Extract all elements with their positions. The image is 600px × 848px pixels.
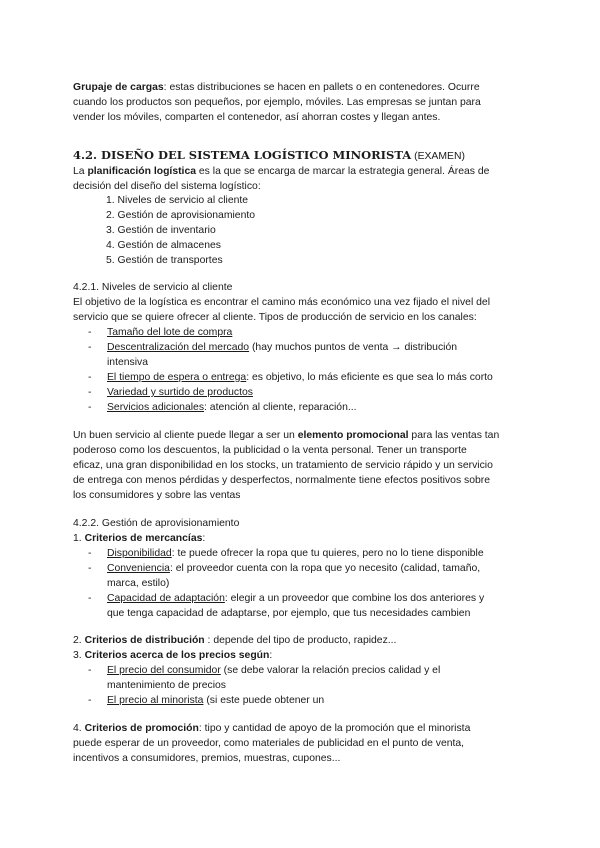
list-item: - Disponibilidad: te puede ofrecer la ropa que tu quieres, pero no lo tiene disponible — [88, 548, 484, 559]
planificacion-term: planificación logística — [87, 166, 197, 177]
list-item: 2. Gestión de aprovisionamiento — [106, 210, 256, 221]
list-item: - Servicios adicionales: atención al cliente, reparación... — [88, 402, 357, 413]
criterio-mercancias: 1. Criterios de mercancías: — [73, 533, 206, 544]
promocional-paragraph: Un buen servicio al cliente puede llegar a ser un elemento promocional para las ventas tan poderoso como los descuentos, la publicidad o la venta personal. Tener un transporte eficaz, una gran disponibilidad en los stocks, un tratamiento de servicio rápido y un servicio de entrega con menos pérdidas y desperfectos, normalmente tiene efectos positivos sobre los consumidores y sobre las ventas — [73, 430, 500, 501]
list-item: - Variedad y surtido de productos — [88, 387, 253, 398]
grupaje-paragraph: Grupaje de cargas: estas distribuciones se hacen en pallets o en contenedores. Ocurre cuando los productos son pequeños, por ejemplo, móviles. Las empresas se juntan para vender los móviles, comparten el contenedor, así ahorran costes y llegan antes. — [73, 82, 481, 123]
list-item: - El precio al minorista (si este puede obtener un — [88, 695, 325, 706]
criterio-precios: 3. Criterios acerca de los precios según: — [73, 650, 273, 661]
list-item: - Tamaño del lote de compra — [88, 327, 233, 338]
list-item: - El tiempo de espera o entrega: es objetivo, lo más eficiente es que sea lo más corto — [88, 372, 493, 383]
criterio-promocion: 4. Criterios de promoción: tipo y cantidad de apoyo de la promoción que el minorista puede esperar de un proveedor, como materiales de publicidad en el punto de venta, incentivos a consumidores, premios, muestras, cupones... — [73, 723, 471, 764]
criterio-distribucion: 2. Criterios de distribución : depende del tipo de producto, rapidez... — [73, 635, 397, 646]
grupaje-term: Grupaje de cargas — [73, 82, 164, 93]
list-item: 5. Gestión de transportes — [106, 255, 223, 266]
niveles-list — [88, 325, 538, 415]
niveles-paragraph: El objetivo de la logística es encontrar el camino más económico una vez fijado el nivel del servicio que se quiere ofrecer al cliente. Tipos de producción de servicio en los canales: — [73, 297, 491, 323]
elemento-promocional-term: elemento promocional — [297, 430, 409, 441]
intro-paragraph: La planificación logística es la que se encarga de marcar la estrategia general. Áreas de decisión del diseño del sistema logístico: — [73, 166, 490, 192]
exam-tag: (EXAMEN) — [411, 151, 465, 162]
precios-list — [88, 663, 538, 708]
subsection-title-niveles: 4.2.1. Niveles de servicio al cliente — [73, 282, 233, 293]
subsection-title-aprovisionamiento: 4.2.2. Gestión de aprovisionamiento — [73, 518, 240, 529]
mercancias-list — [88, 546, 538, 621]
list-item: - El precio del consumidor (se debe valorar la relación precios calidad y el mantenimiento de precios — [88, 665, 441, 691]
list-item: 4. Gestión de almacenes — [106, 240, 221, 251]
list-item: - Capacidad de adaptación: elegir a un proveedor que combine los dos anteriores y que tenga capacidad de adaptarse, por ejemplo, que tus necesidades cambien — [88, 593, 485, 619]
section-title: 4.2. DISEÑO DEL SISTEMA LOGÍSTICO MINORISTA — [73, 148, 412, 162]
section-heading — [73, 148, 465, 164]
list-item: - Descentralización del mercado (hay muchos puntos de venta → distribución intensiva — [88, 342, 458, 368]
list-item: 1. Niveles de servicio al cliente — [106, 195, 249, 206]
list-item: 3. Gestión de inventario — [106, 225, 216, 236]
areas-list — [106, 193, 255, 268]
list-item: - Conveniencia: el proveedor cuenta con la ropa que yo necesito (calidad, tamaño, marca, estilo) — [88, 563, 481, 589]
